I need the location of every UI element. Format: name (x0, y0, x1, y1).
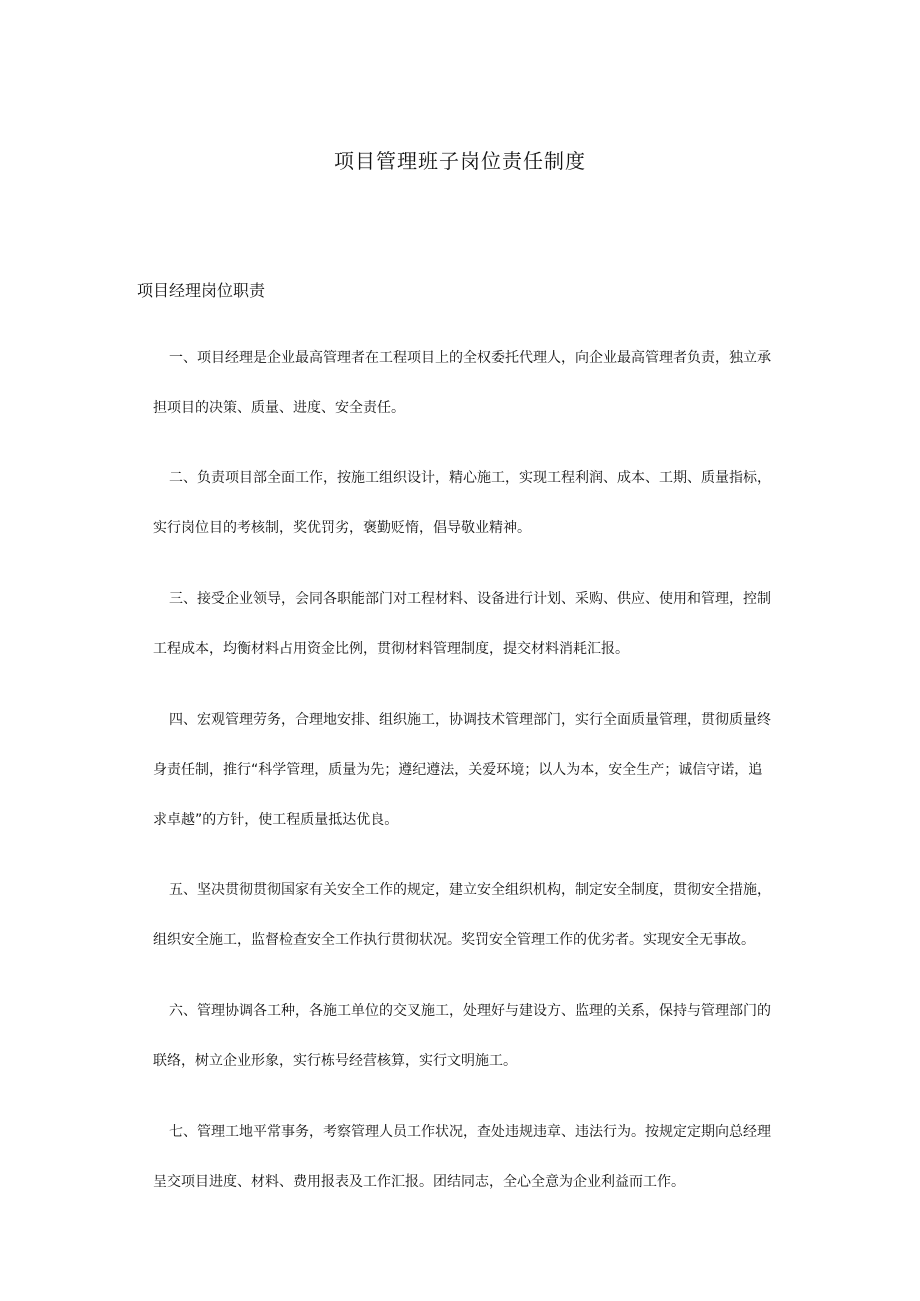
section-heading: 项目经理岗位职责 (137, 281, 266, 300)
paragraph-2 (137, 453, 797, 553)
paragraph-7 (137, 1107, 797, 1207)
paragraph-line: 联络，树立企业形象，实行栋号经营核算，实行文明施工。 (153, 1053, 517, 1069)
paragraph-line: 七、管理工地平常事务，考察管理人员工作状况，查处违规违章、违法行为。按规定定期向总经理 (169, 1124, 771, 1140)
paragraph-line: 呈交项目进度、材料、费用报表及工作汇报。团结同志，全心全意为企业利益而工作。 (153, 1174, 685, 1190)
paragraph-4 (137, 695, 797, 845)
paragraph-line: 三、接受企业领导，会同各职能部门对工程材料、设备进行计划、采购、供应、使用和管理，控制 (169, 591, 771, 607)
paragraph-line: 组织安全施工，监督检查安全工作执行贯彻状况。奖罚安全管理工作的优劣者。实现安全无事故。 (153, 932, 755, 948)
paragraph-line: 工程成本，均衡材料占用资金比例，贯彻材料管理制度，提交材料消耗汇报。 (153, 641, 629, 657)
paragraph-line: 身责任制，推行“科学管理，质量为先；遵纪遵法，关爱环境；以人为本，安全生产；诚信守诺，追 (153, 762, 763, 778)
paragraph-line: 二、负责项目部全面工作，按施工组织设计，精心施工，实现工程利润、成本、工期、质量指标， (169, 470, 771, 486)
paragraph-6 (137, 986, 797, 1086)
paragraph-3 (137, 574, 797, 674)
paragraph-line: 四、宏观管理劳务，合理地安排、组织施工，协调技术管理部门，实行全面质量管理，贯彻质量终 (169, 712, 771, 728)
paragraph-line: 一、项目经理是企业最高管理者在工程项目上的全权委托代理人，向企业最高管理者负责，独立承 (169, 350, 771, 366)
paragraph-line: 担项目的决策、质量、进度、安全责任。 (153, 400, 405, 416)
document-title: 项目管理班子岗位责任制度 (334, 149, 586, 173)
paragraph-1 (137, 333, 797, 433)
paragraph-line: 求卓越”的方针，使工程质量抵达优良。 (153, 812, 399, 828)
paragraph-5 (137, 865, 797, 965)
paragraph-line: 实行岗位目的考核制，奖优罚劣，褒勤贬惰，倡导敬业精神。 (153, 520, 531, 536)
paragraph-line: 六、管理协调各工种，各施工单位的交叉施工，处理好与建设方、监理的关系，保持与管理部门的 (169, 1003, 771, 1019)
paragraph-line: 五、坚决贯彻贯彻国家有关安全工作的规定，建立安全组织机构，制定安全制度，贯彻安全措施， (169, 882, 771, 898)
